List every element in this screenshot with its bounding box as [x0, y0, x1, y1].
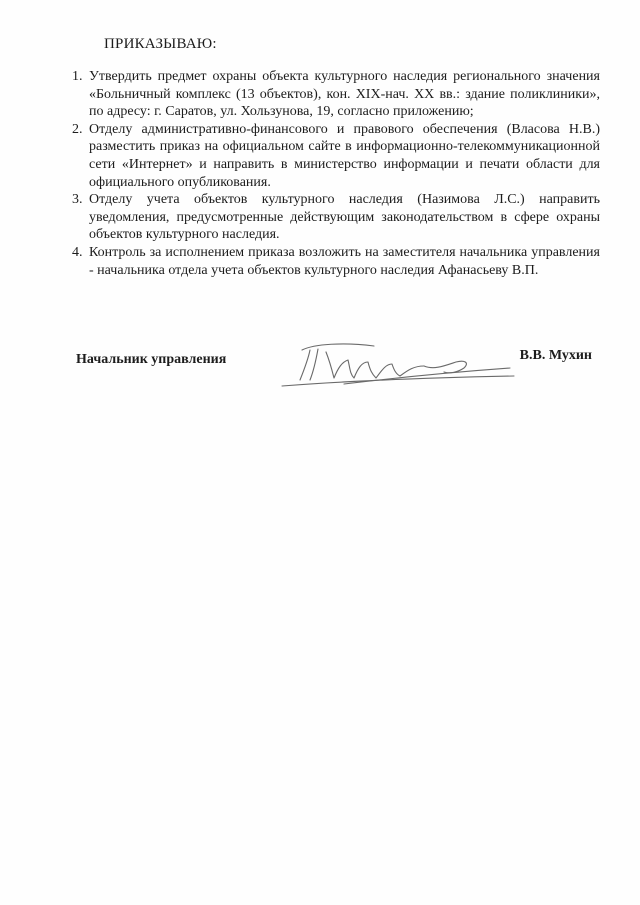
order-item-number: 1. — [72, 69, 83, 84]
order-item-number: 4. — [72, 244, 83, 260]
order-item-number: 2. — [72, 121, 83, 137]
order-item — [72, 68, 600, 121]
order-list — [72, 68, 600, 279]
order-item-text: Контроль за исполнением приказа возложить на заместителя начальника управления - начальника отдела учета объектов культурного наследия Афанасьеву В.П. — [89, 244, 600, 278]
order-item-text: Отделу административно-финансового и правового обеспечения (Власова Н.В.) разместить приказ на официальном сайте в информационно-телекоммуникационной сети «Интернет» и направить в министерство информации и печати области для официального опубликования. — [89, 121, 600, 190]
handwritten-signature — [274, 340, 524, 390]
order-item — [72, 121, 600, 191]
order-item-text: Отделу учета объектов культурного наследия (Назимова Л.С.) направить уведомления, предусмотренные действующим законодательством в сфере охраны объектов культурного наследия. — [89, 192, 600, 243]
signatory-title: Начальник управления — [76, 352, 227, 367]
order-item-text: Утвердить предмет охраны объекта культурного наследия регионального значения «Больничный комплекс (13 объектов), кон. XIX-нач. XX вв.: здание поликлиники», по адресу: г. Саратов, ул. Хользунова, 19, согласно приложению; — [89, 69, 600, 120]
order-item — [72, 191, 600, 244]
signatory-name: В.В. Мухин — [519, 348, 592, 363]
signature-block — [76, 340, 600, 390]
order-item-number: 3. — [72, 192, 83, 208]
order-item — [72, 244, 600, 279]
order-heading: ПРИКАЗЫВАЮ: — [104, 36, 217, 52]
